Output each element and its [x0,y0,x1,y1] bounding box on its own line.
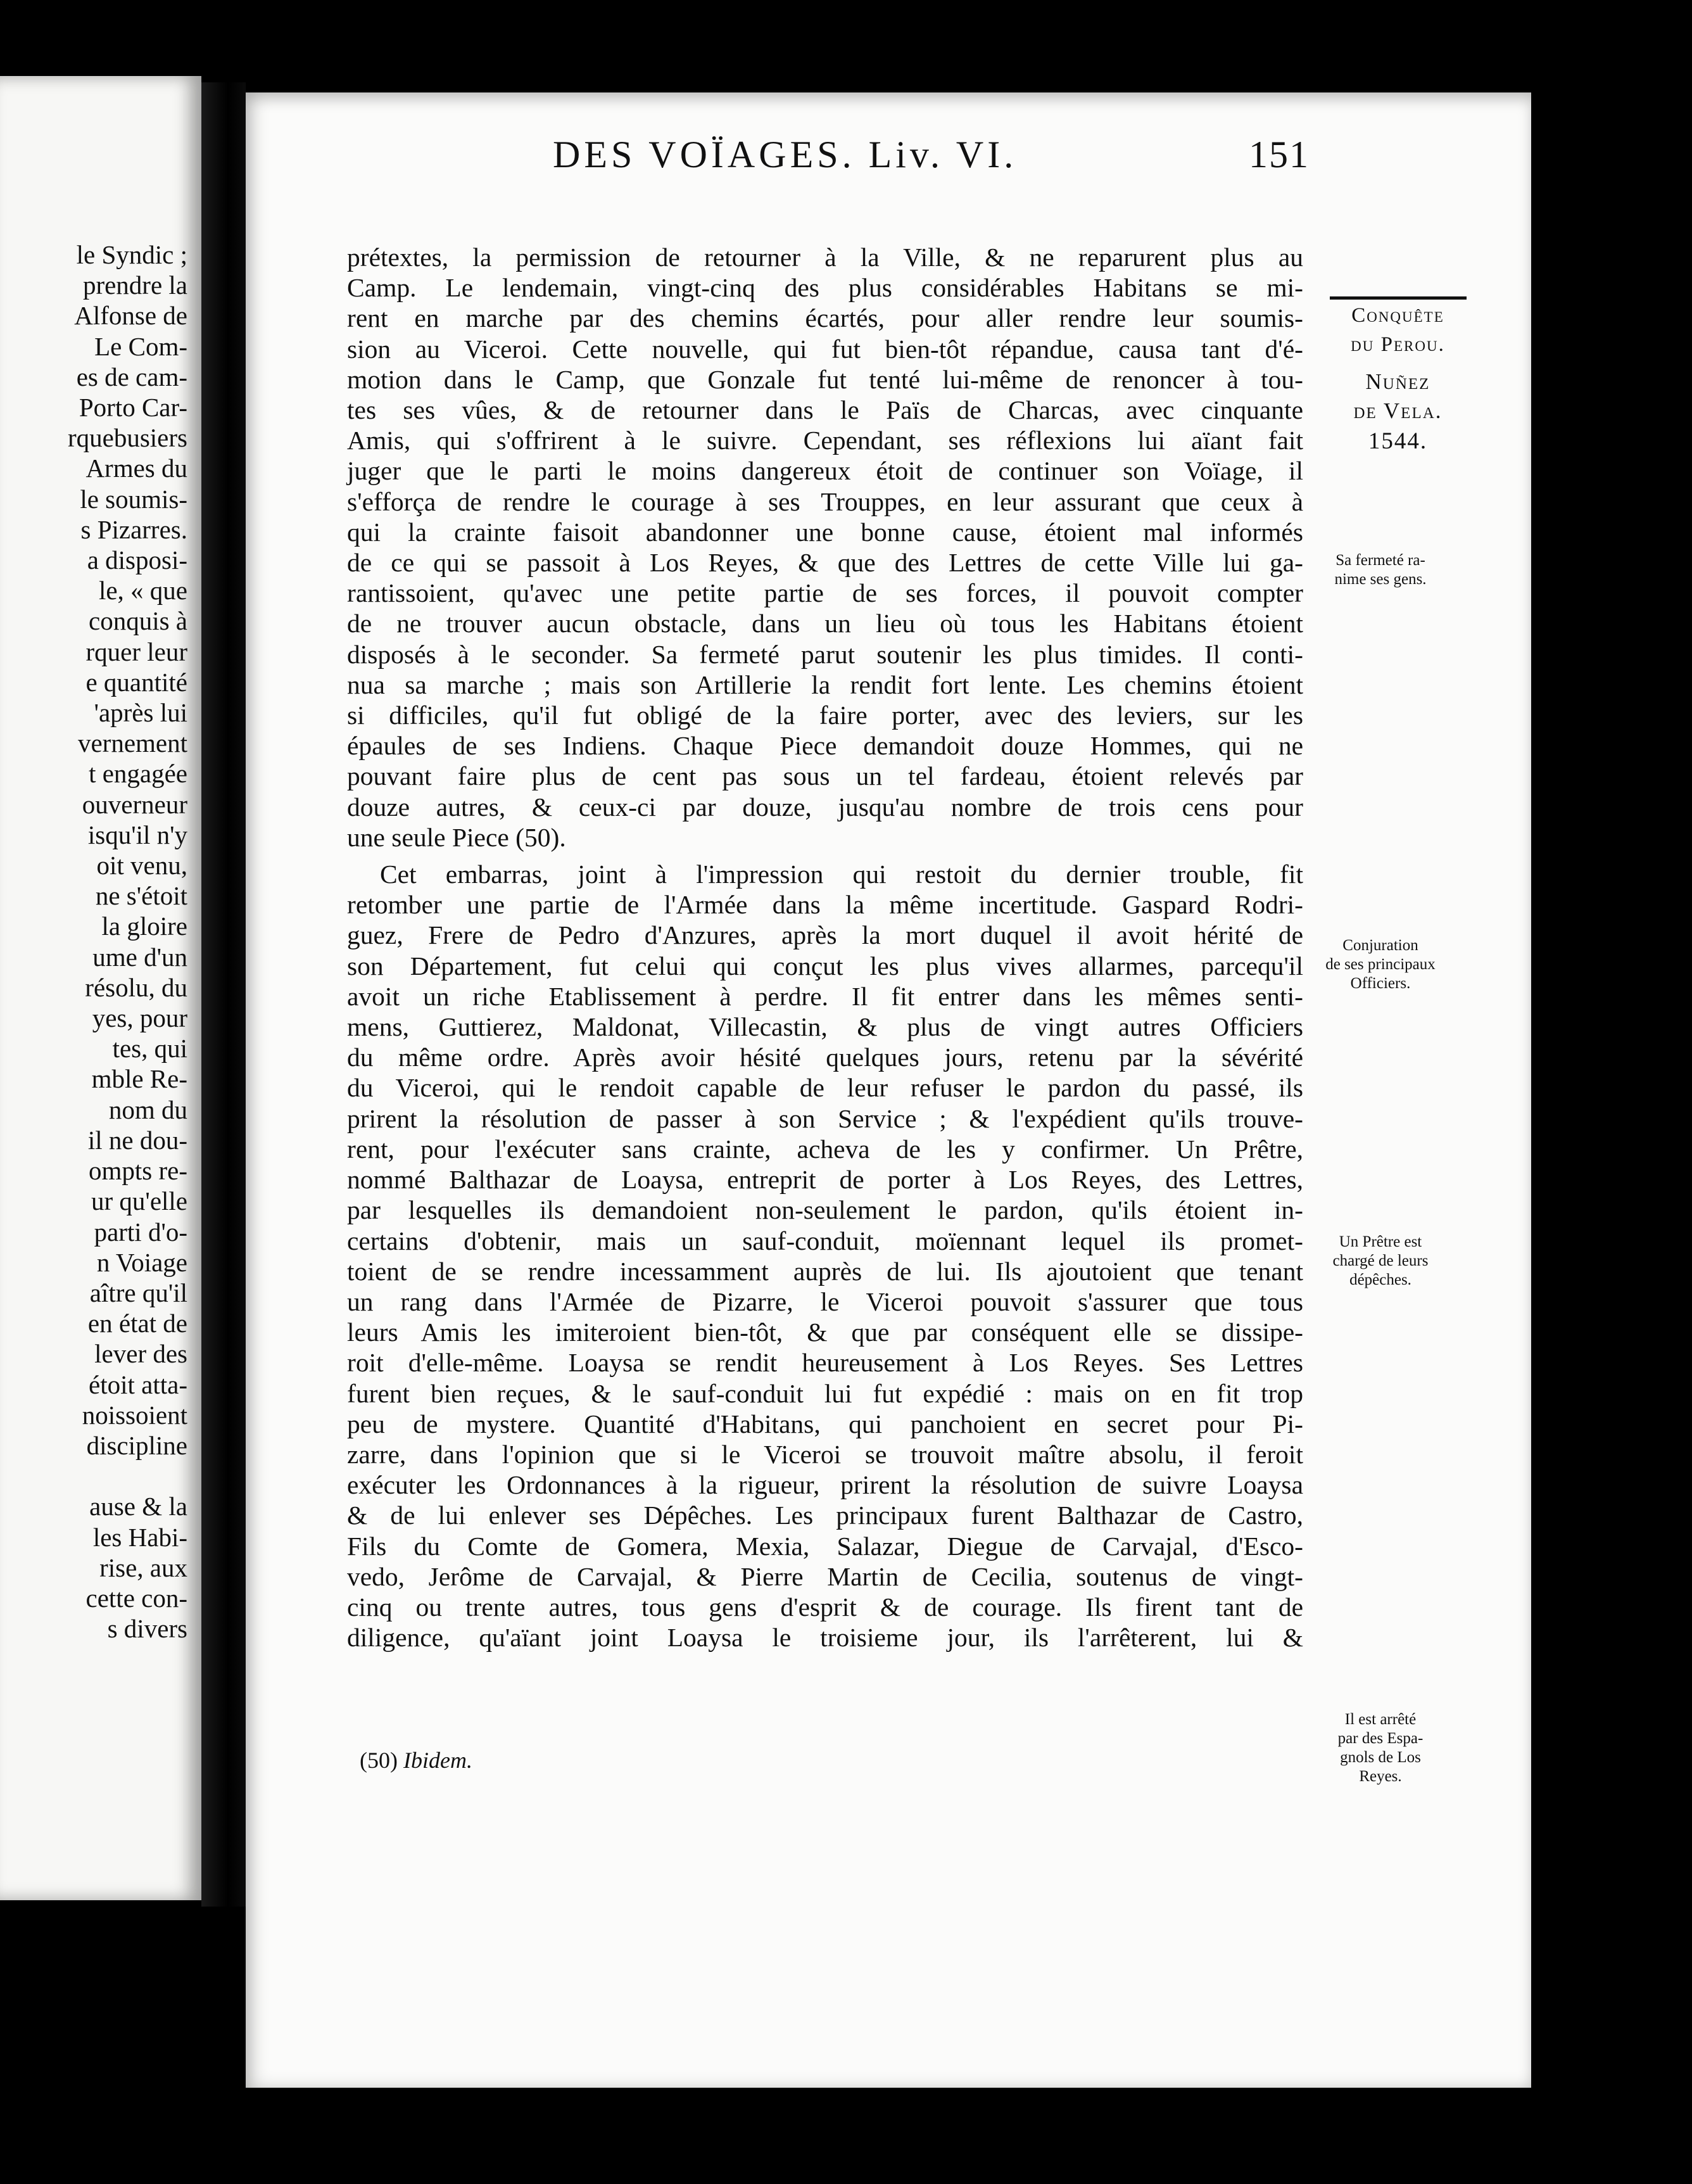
margin-note-line: Reyes. [1359,1768,1402,1785]
body-line: peu de mystere. Quantité d'Habitans, qui panchoient en secret pour Pi- [347,1409,1303,1438]
margin-note-line: Conjuration [1342,937,1418,954]
margin-note-line: dépêches. [1349,1271,1411,1288]
body-line: rent en marche par des chemins écartés, pour aller rendre leur soumis- [347,303,1303,333]
body-line: Cet embarras, joint à l'impression qui restoit du dernier trouble, fit [380,860,1303,889]
left-page-text [0,239,187,1644]
body-line: roit d'elle-même. Loaysa se rendit heureusement à Los Reyes. Ses Lettres [347,1348,1303,1378]
margin-note-line: de ses principaux [1325,956,1436,973]
margin-note [1304,551,1456,589]
margin-note-line: par des Espa- [1337,1730,1424,1747]
left-page-line: étoit atta- [89,1369,187,1399]
left-page-line: conquis à [89,606,187,636]
left-page-line [0,1461,187,1491]
left-page-line: les Habi- [92,1522,187,1552]
body-line: certains d'obtenir, mais un sauf-conduit, moïennant lequel ils promet- [347,1226,1303,1255]
body-line: vedo, Jerôme de Carvajal, & Pierre Martin de Cecilia, soutenus de vingt- [347,1561,1303,1591]
body-line: toient de se rendre incessamment auprès de lui. Ils ajoutoient que tenant [347,1256,1303,1286]
left-page-line: rise, aux [99,1552,187,1582]
running-title: DES VOÏAGES. Liv. VI. [553,134,1018,175]
body-line: disposés à le seconder. Sa fermeté parut soutenir les plus timides. Il conti- [347,639,1303,669]
margin-name-1: Nuñez [1365,369,1430,394]
left-page-line: Armes du [85,454,187,483]
body-line: une seule Piece (50). [347,822,566,852]
body-line: cinq ou trente autres, tous gens d'esprit & de courage. Ils firent tant de [347,1592,1303,1622]
left-page-line: prendre la [82,270,187,300]
margin-section-title-2: du Perou. [1351,333,1445,356]
left-page-line: s divers [107,1614,187,1644]
left-page-line: t engagée [89,759,187,789]
body-line: avoit un riche Etablissement à perdre. Il fit entrer dans les mêmes senti- [347,981,1303,1011]
left-page-line: résolu, du [85,972,187,1002]
body-line: pouvant faire plus de cent pas sous un tel fardeau, étoient relevés par [347,761,1303,791]
body-line: mens, Guttierez, Maldonat, Villecastin, & plus de vingt autres Officiers [347,1012,1303,1042]
body-line: nommé Balthazar de Loaysa, entreprit de porter à Los Reyes, des Lettres, [347,1165,1303,1195]
body-line: sion au Viceroi. Cette nouvelle, qui fut bien-tôt répandue, causa tant d'é- [347,334,1303,364]
body-line: prétextes, la permission de retourner à la Ville, & ne reparurent plus au [347,243,1303,272]
margin-note [1304,936,1456,993]
left-page-line: 'après lui [94,698,187,728]
left-page-line: cette con- [85,1583,187,1613]
margin-name-2: de Vela. [1353,398,1443,423]
left-page-line: isqu'il n'y [87,820,187,849]
left-page-line: ur qu'elle [91,1186,187,1216]
left-page-line: tes, qui [112,1034,187,1063]
left-page-line: es de cam- [76,362,187,391]
left-page-line: rquebusiers [67,423,187,453]
page-number: 151 [1249,134,1310,175]
left-page-line: il ne dou- [87,1125,187,1155]
footnote-text: Ibidem. [403,1748,472,1773]
body-line: motion dans le Camp, que Gonzale fut tenté lui-même de renoncer à tou- [347,364,1303,394]
left-page-line: nom du [108,1095,187,1124]
margin-note-line: Un Prêtre est [1339,1233,1422,1250]
footnote [360,1747,472,1774]
body-line: son Département, fut celui qui conçut les plus vives allarmes, parcequ'il [347,951,1303,981]
body-line: nua sa marche ; mais son Artillerie la rendit fort lente. Les chemins étoient [347,670,1303,699]
margin-note-line: Officiers. [1350,975,1411,992]
margin-year: 1544. [1368,428,1428,454]
footnote-number: (50) [360,1748,398,1773]
margin-note-line: chargé de leurs [1332,1252,1429,1269]
body-line: de ne trouver aucun obstacle, dans un lieu où tous les Habitans étoient [347,609,1303,638]
left-page-fragment [0,76,201,1900]
left-page-line: ume d'un [92,942,187,972]
left-page-line: aître qu'il [89,1278,187,1307]
body-line: Amis, qui s'offrirent à le suivre. Cependant, ses réflexions lui aïant fait [347,426,1303,455]
body-line: rantissoient, qu'avec une petite partie de ses forces, il pouvoit compter [347,578,1303,608]
book-gutter [201,82,246,1907]
body-line: diligence, qu'aïant joint Loaysa le troisieme jour, ils l'arrêterent, lui & [347,1623,1303,1653]
left-page-line: discipline [86,1430,187,1460]
body-line: rent, pour l'exécuter sans crainte, acheva de les y confirmer. Un Prêtre, [347,1134,1303,1164]
margin-note-line: Il est arrêté [1344,1711,1417,1728]
left-page-line: ause & la [89,1492,187,1521]
left-page-line: Le Com- [94,331,187,361]
left-page-line: ompts re- [89,1156,187,1186]
body-line: qui la crainte faisoit abandonner une bonne cause, étoient mal informés [347,517,1303,547]
margin-note-line: Sa fermeté ra- [1335,552,1425,569]
left-page-line: a disposi- [87,545,187,575]
left-page-line: le soumis- [80,484,187,514]
body-line: zarre, dans l'opinion que si le Viceroi se trouvoit maître absolu, il feroit [347,1439,1303,1469]
left-page-line: noissoient [82,1400,187,1430]
body-line: s'efforça de rendre le courage à ses Trouppes, en leur assurant que ceux à [347,486,1303,516]
left-page-line: lever des [94,1339,187,1369]
body-line: retomber une partie de l'Armée dans la même incertitude. Gaspard Rodri- [347,890,1303,920]
margin-rule [1330,296,1467,300]
body-line: juger que le parti le moins dangereux étoit de continuer son Voïage, il [347,456,1303,486]
left-page-line: s Pizarres. [80,514,187,544]
left-page-line: mble Re- [91,1064,187,1094]
left-page-line: yes, pour [92,1003,187,1033]
left-page-line: oit venu, [96,851,187,880]
body-line: guez, Frere de Pedro d'Anzures, après la mort duquel il avoit hérité de [347,920,1303,950]
body-line: du Viceroi, qui le rendoit capable de leur refuser le pardon du passé, ils [347,1073,1303,1103]
body-line: furent bien reçues, & le sauf-conduit lui fut expédié : mais on en fit trop [347,1378,1303,1408]
left-page-line: en état de [87,1309,187,1338]
left-page-line: e quantité [85,667,187,697]
left-page-line: la gloire [101,911,187,941]
body-text [347,242,1303,1653]
body-line: de ce qui se passoit à Los Reyes, & que des Lettres de cette Ville lui ga- [347,548,1303,578]
body-line: du même ordre. Après avoir hésité quelques jours, retenu par la sévérité [347,1043,1303,1072]
body-line: tes ses vûes, & de retourner dans le Païs de Charcas, avec cinquante [347,395,1303,425]
body-line: exécuter les Ordonnances à la rigueur, prirent la résolution de suivre Loaysa [347,1470,1303,1500]
body-line: Fils du Comte de Gomera, Mexia, Salazar, Diegue de Carvajal, d'Esco- [347,1531,1303,1561]
left-page-line: le Syndic ; [76,240,187,269]
body-line: & de lui enlever ses Dépêches. Les principaux furent Balthazar de Castro, [347,1501,1303,1530]
left-page-line: ne s'étoit [95,881,187,911]
body-line: un rang dans l'Armée de Pizarre, le Viceroi pouvoit s'assurer que tous [347,1286,1303,1316]
left-page-line: n Voiage [96,1247,187,1277]
body-line: épaules de ses Indiens. Chaque Piece demandoit douze Hommes, qui ne [347,731,1303,761]
body-line: douze autres, & ceux-ci par douze, jusqu'au nombre de trois cens pour [347,792,1303,822]
margin-note-line: gnols de Los [1340,1749,1421,1766]
body-line: Camp. Le lendemain, vingt-cinq des plus considérables Habitans se mi- [347,273,1303,303]
body-line: par lesquelles ils demandoient non-seulement le pardon, qu'ils étoient in- [347,1195,1303,1225]
left-page-line: rquer leur [85,637,187,666]
margin-section-title-1: Conquête [1351,304,1444,327]
margin-note [1304,1233,1456,1290]
margin-note-line: nime ses gens. [1334,571,1427,588]
body-line: prirent la résolution de passer à son Service ; & l'expédient qu'ils trouve- [347,1103,1303,1133]
left-page-line: le, « que [98,576,187,606]
left-page-line: Porto Car- [79,393,187,422]
left-page-line: vernement [77,728,187,758]
body-line: si difficiles, qu'il fut obligé de la faire porter, avec des leviers, sur les [347,701,1303,730]
margin-note [1304,1710,1456,1786]
body-line: leurs Amis les imiteroient bien-tôt, & que par conséquent elle se dissipe- [347,1317,1303,1347]
left-page-line: Alfonse de [74,301,187,331]
left-page-line: ouverneur [82,789,187,819]
left-page-line: parti d'o- [94,1217,187,1247]
